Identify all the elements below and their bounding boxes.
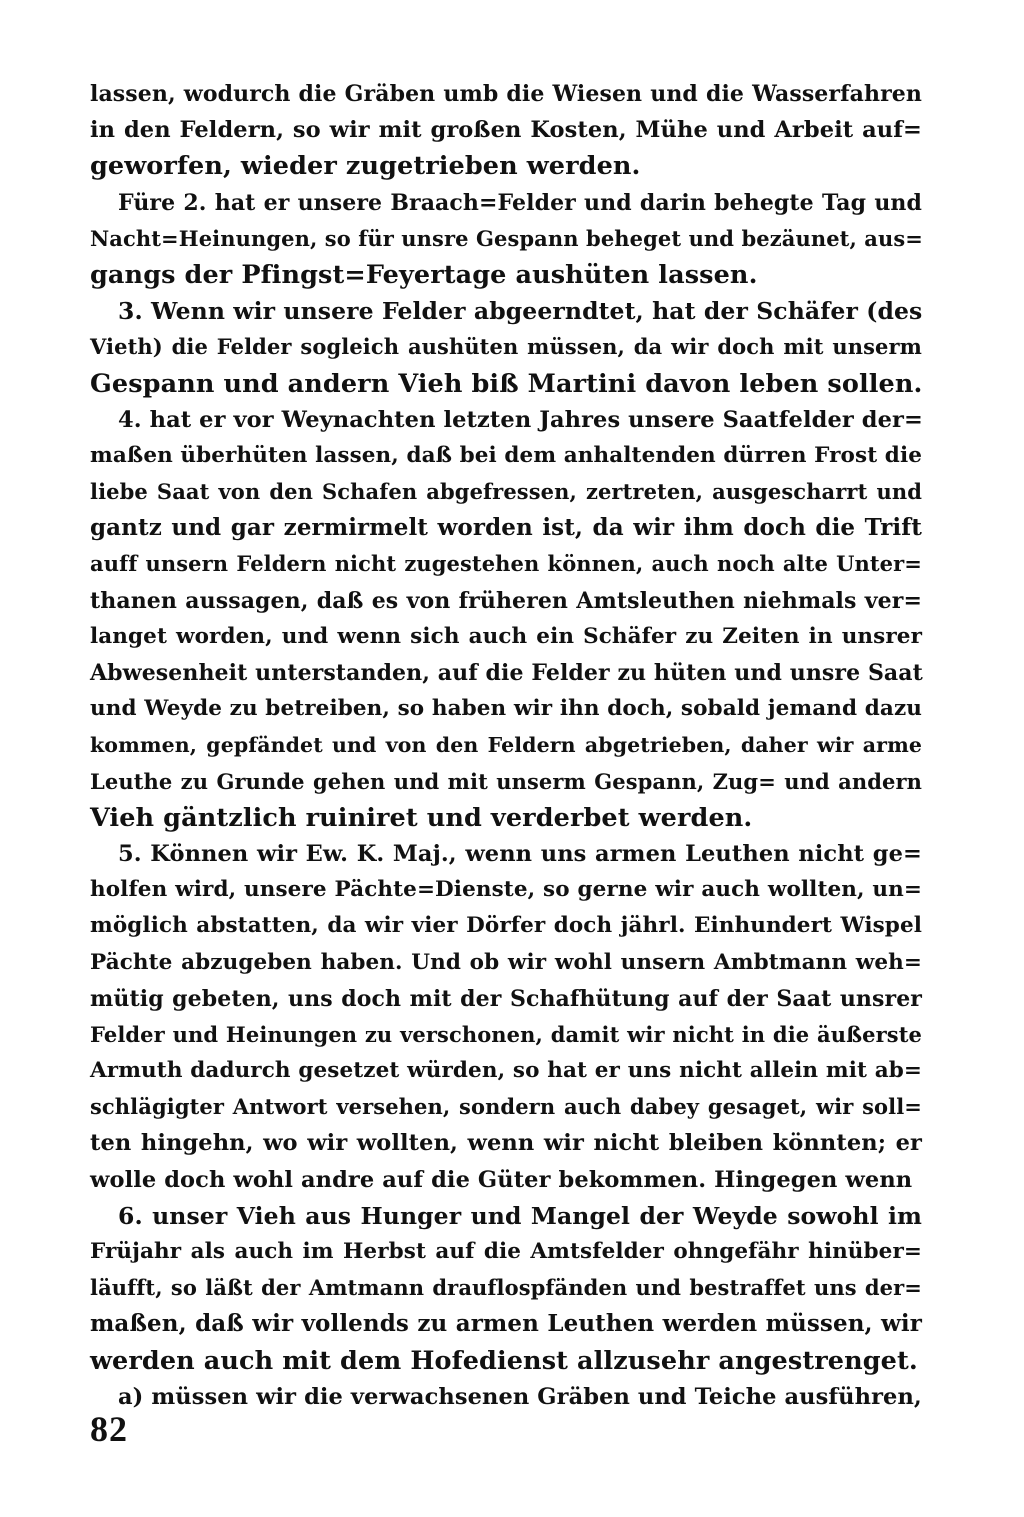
paragraph	[90, 1198, 922, 1379]
paragraph	[90, 402, 922, 836]
text-line: 6. unser Vieh aus Hunger und Mangel der Weyde sowohl im	[118, 1201, 922, 1230]
text-line: Früjahr als auch im Herbst auf die Amtsfelder ohngefähr hinüber=	[90, 1239, 922, 1264]
text-line: Vieth) die Felder sogleich aushüten müssen, da wir doch mit unserm	[90, 334, 922, 360]
text-line: Gespann und andern Vieh biß Martini davon leben sollen.	[90, 368, 923, 399]
text-line: lassen, wodurch die Gräben umb die Wiesen und die Wasserfahren	[90, 81, 922, 107]
text-line: in den Feldern, so wir mit großen Kosten, Mühe und Arbeit auf=	[90, 117, 922, 144]
text-line: liebe Saat von den Schafen abgefressen, zertreten, ausgescharrt und	[90, 479, 922, 505]
body-text	[90, 76, 922, 1415]
text-line: Armuth dadurch gesetzet würden, so hat er uns nicht allein mit ab=	[90, 1058, 922, 1084]
text-line: Leuthe zu Grunde gehen und mit unserm Gespann, Zug= und andern	[90, 768, 922, 794]
text-line: thanen aussagen, daß es von früheren Amtsleuthen niehmals ver=	[90, 587, 922, 614]
text-line: holfen wird, unsere Pächte=Dienste, so gerne wir auch wollten, un=	[90, 877, 922, 903]
text-line: ten hingehn, wo wir wollten, wenn wir nicht bleiben könnten; er	[90, 1130, 922, 1157]
text-line: Pächte abzugeben haben. Und ob wir wohl unsern Ambtmann weh=	[90, 949, 922, 975]
text-line: werden auch mit dem Hofedienst allzusehr angestrenget.	[90, 1345, 918, 1376]
text-line: Vieh gäntzlich ruiniret und verderbet werden.	[90, 802, 753, 833]
text-line: a) müssen wir die verwachsenen Gräben und Teiche ausführen,	[118, 1383, 922, 1410]
text-line: 3. Wenn wir unsere Felder abgeerndtet, hat der Schäfer (des	[118, 297, 923, 326]
text-line: kommen, gepfändet und von den Feldern abgetrieben, daher wir arme	[90, 733, 922, 758]
text-line: mütig gebeten, uns doch mit der Schafhütung auf der Saat unsrer	[90, 985, 922, 1012]
text-line: langet worden, und wenn sich auch ein Schäfer zu Zeiten in unsrer	[90, 623, 922, 649]
paragraph	[90, 76, 922, 185]
text-line: schlägigter Antwort versehen, sondern auch dabey gesaget, wir soll=	[90, 1094, 922, 1120]
paragraph	[90, 185, 922, 294]
text-line: geworfen, wieder zugetrieben werden.	[90, 151, 641, 182]
text-line: maßen überhüten lassen, daß bei dem anhaltenden dürren Frost die	[90, 442, 922, 468]
paragraph	[90, 1379, 922, 1415]
text-line: maßen, daß wir vollends zu armen Leuthen werden müssen, wir	[90, 1310, 922, 1338]
text-line: gangs der Pfingst=Feyertage aushüten lassen.	[90, 259, 758, 290]
text-line: wolle doch wohl andre auf die Güter bekommen. Hingegen wenn	[90, 1166, 913, 1193]
paragraph	[90, 836, 922, 1198]
text-line: möglich abstatten, da wir vier Dörfer doch jährl. Einhundert Wispel	[90, 913, 922, 939]
paragraph	[90, 293, 922, 402]
text-line: und Weyde zu betreiben, so haben wir ihn doch, sobald jemand dazu	[90, 696, 922, 722]
text-line: auff unsern Feldern nicht zugestehen können, auch noch alte Unter=	[90, 551, 922, 577]
page-number: 82	[90, 1409, 128, 1449]
text-line: 4. hat er vor Weynachten letzten Jahres unsere Saatfelder der=	[118, 406, 923, 433]
text-line: läufft, so läßt der Amtmann drauflospfänden und bestraffet uns der=	[90, 1275, 922, 1301]
text-line: Füre 2. hat er unsere Braach=Felder und darin behegte Tag und	[118, 189, 922, 216]
text-line: Felder und Heinungen zu verschonen, damit wir nicht in die äußerste	[90, 1021, 922, 1047]
text-line: Nacht=Heinungen, so für unsre Gespann beheget und bezäunet, aus=	[90, 225, 923, 251]
text-line: 5. Können wir Ew. K. Maj., wenn uns armen Leuthen nicht ge=	[118, 840, 922, 867]
text-line: gantz und gar zermirmelt worden ist, da wir ihm doch die Trift	[90, 514, 922, 542]
text-line: Abwesenheit unterstanden, auf die Felder zu hüten und unsre Saat	[90, 660, 923, 686]
